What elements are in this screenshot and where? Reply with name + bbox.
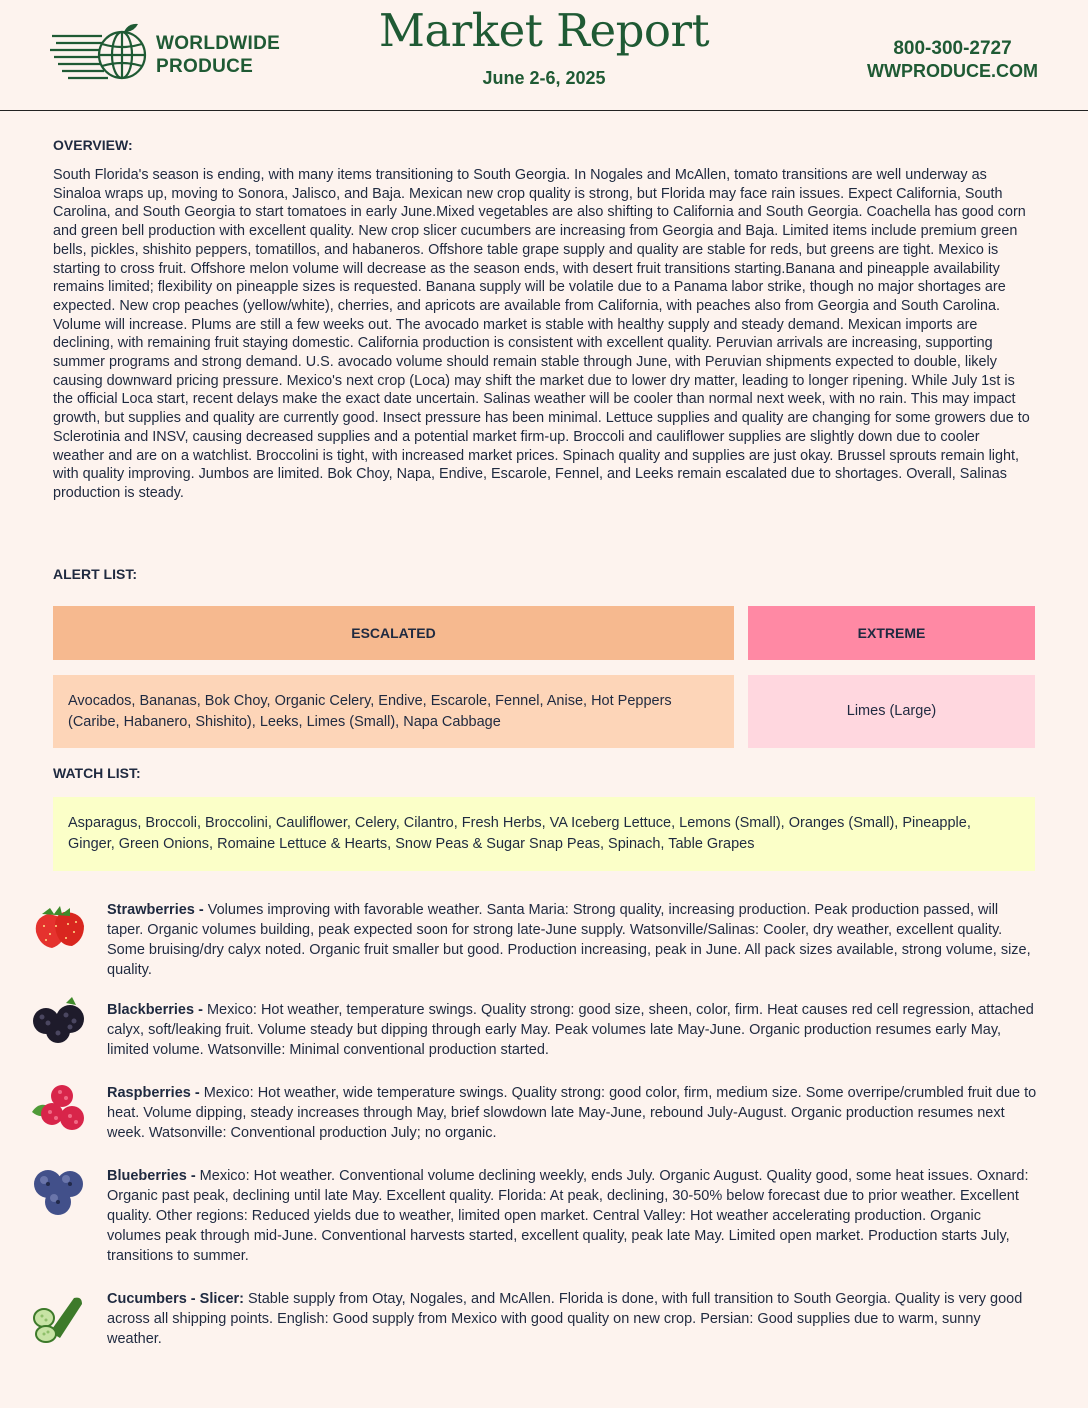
brand-name [156,32,280,78]
escalated-items [53,675,734,748]
globe-logo-icon [50,22,150,84]
brand-line-2: PRODUCE [156,56,254,77]
website-link[interactable]: WWPRODUCE.COM [867,61,1038,81]
extreme-header: EXTREME [748,606,1035,660]
report-title: Market Report [378,4,710,57]
cucumbers-title: Cucumbers - Slicer: [107,1291,249,1307]
blackberry-icon [30,993,88,1045]
blueberry-icon [30,1164,88,1216]
extreme-items-text: Limes (Large) [846,703,937,719]
escalated-header: ESCALATED [53,606,734,660]
blueberries-text: Mexico: Hot weather. Conventional volume declining weekly, ends July. Organic August. Quality good, some heat issues. Oxnard: Organic past peak, declining until late May. Excellent quality. Florida: At peak, declining, 30-50% below forecast due to prior weather. Excellent quality. Other regions: Reduced yields due to weather, limited open market. Central Valley: Hot weather accelerating production. Organic volumes peak through mid-June. Conventional harvests started, excellent quality, peak late May. Limited open market. Production starts July, transitions to summer. [107,1168,1029,1264]
cucumbers-report [107,1289,1037,1349]
watch-list-label: WATCH LIST: [53,765,141,781]
raspberries-report [107,1083,1037,1143]
cucumber-icon [30,1292,88,1344]
strawberries-text: Volumes improving with favorable weather. Santa Maria: Strong quality, increasing production. Peak production passed, will taper. Organic volumes building, peak expected soon for strong late-June supply. Watsonville/Salinas: Cooler, dry weather, excellent quality. Some bruising/dry calyx noted. Organic fruit smaller but good. Production increasing, peak in June. All pack sizes available, strong volume, size, quality. [107,902,1031,978]
blackberries-title: Blackberries - [107,1002,207,1018]
blueberries-report [107,1166,1037,1266]
watch-items-text: Asparagus, Broccoli, Broccolini, Cauliflower, Celery, Cilantro, Fresh Herbs, VA Iceberg Lettuce, Lemons (Small), Oranges (Small), Pineapple, Ginger, Green Onions, Romaine Lettuce & Hearts, Snow Peas & Sugar Snap Peas, Spinach, Table Grapes [68,815,971,852]
overview-text: South Florida's season is ending, with many items transitioning to South Georgia. In Nogales and McAllen, tomato transitions are well underway as Sinaloa wraps up, moving to Sonora, Jalisco, and Baja. Mexican new crop quality is strong, but Florida may face rain issues. Expect California, South Carolina, and South Georgia to start tomatoes in early June.Mixed vegetables are also shifting to California and South Georgia. Coachella has good corn and green bell production with excellent quality. New crop slicer cucumbers are increasing from Georgia and Baja. Limited items include premium green bells, pickles, shishito peppers, tomatillos, and habaneros. Offshore table grape supply and quality are stable for reds, but greens are tight. Mexico is starting to cross fruit. Offshore melon volume will decrease as the season ends, with desert fruit transitions starting.Banana and pineapple availability remains limited; flexibility on pineapple sizes is requested. Banana supply will be volatile due to a Panama labor strike, though no major shortages are expected. New crop peaches (yellow/white), cherries, and apricots are available from California, with peaches also from Georgia and South Carolina. Volume will increase. Plums are still a few weeks out. The avocado market is stable with healthy supply and steady demand. Mexican imports are declining, with remaining fruit staying domestic. California production is consistent with excellent quality. Peruvian arrivals are increasing, supporting summer programs and strong demand. U.S. avocado volume should remain stable through June, with Peruvian shipments expected to double, likely causing downward pricing pressure. Mexico's next crop (Loca) may shift the market due to lower dry matter, leading to longer ripening. While July 1st is the official Loca start, recent delays make the exact date uncertain. Salinas weather will be cooler than normal next week, with no rain. This may impact growth, but supplies and quality are currently good. Insect pressure has been minimal. Lettuce supplies and quality are changing for some growers due to Sclerotinia and INSV, causing decreased supplies and a potential market firm-up. Broccoli and cauliflower supplies are slightly down due to cooler weather and are on a watchlist. Broccolini is tight, with increased market prices. Spinach quality and supplies are just okay. Brussel sprouts remain light, with quality improving. Jumbos are limited. Bok Choy, Napa, Endive, Escarole, Fennel, and Leeks remain escalated due to shortages. Overall, Salinas production is steady. [53,167,1030,501]
phone-number[interactable]: 800-300-2727 [893,38,1012,59]
contact-info [867,37,1038,83]
report-header [0,0,1088,111]
raspberries-text: Mexico: Hot weather, wide temperature swings. Quality strong: good color, firm, medium size. Some overripe/crumbled fruit due to heat. Volume dipping, steady increases through May, brief slowdown late May-June, rebound July-August. Organic production resumes next week. Watsonville: Conventional production July; no organic. [107,1085,1037,1141]
report-dates: June 2-6, 2025 [482,68,606,88]
cucumbers-text: Stable supply from Otay, Nogales, and McAllen. Florida is done, with full transition to South Georgia. Quality is very good across all shipping points. English: Good supply from Mexico with good quality on new crop. Persian: Good supplies due to warm, sunny weather. [107,1291,1023,1347]
strawberries-report [107,900,1037,980]
extreme-items [748,675,1035,748]
alert-list-label: ALERT LIST: [53,566,137,582]
strawberry-icon [30,900,88,952]
blackberries-text: Mexico: Hot weather, temperature swings. Quality strong: good size, sheen, color, firm. Heat causes red cell regression, attached calyx, soft/leaking fruit. Volume steady but dipping through early May. Peak volumes late May-June. Organic production resumes early May, limited volume. Watsonville: Minimal conventional production started. [107,1002,1034,1058]
raspberry-icon [30,1082,88,1134]
raspberries-title: Raspberries - [107,1085,204,1101]
blueberries-title: Blueberries - [107,1168,200,1184]
brand-line-1: WORLDWIDE [156,33,281,54]
overview-label: OVERVIEW: [53,137,133,153]
escalated-items-text: Avocados, Bananas, Bok Choy, Organic Celery, Endive, Escarole, Fennel, Anise, Hot Peppers (Caribe, Habanero, Shishito), Leeks, Limes (Small), Napa Cabbage [68,692,672,730]
strawberries-title: Strawberries - [107,902,208,918]
blackberries-report [107,1000,1037,1060]
watch-list-items [53,797,1035,871]
